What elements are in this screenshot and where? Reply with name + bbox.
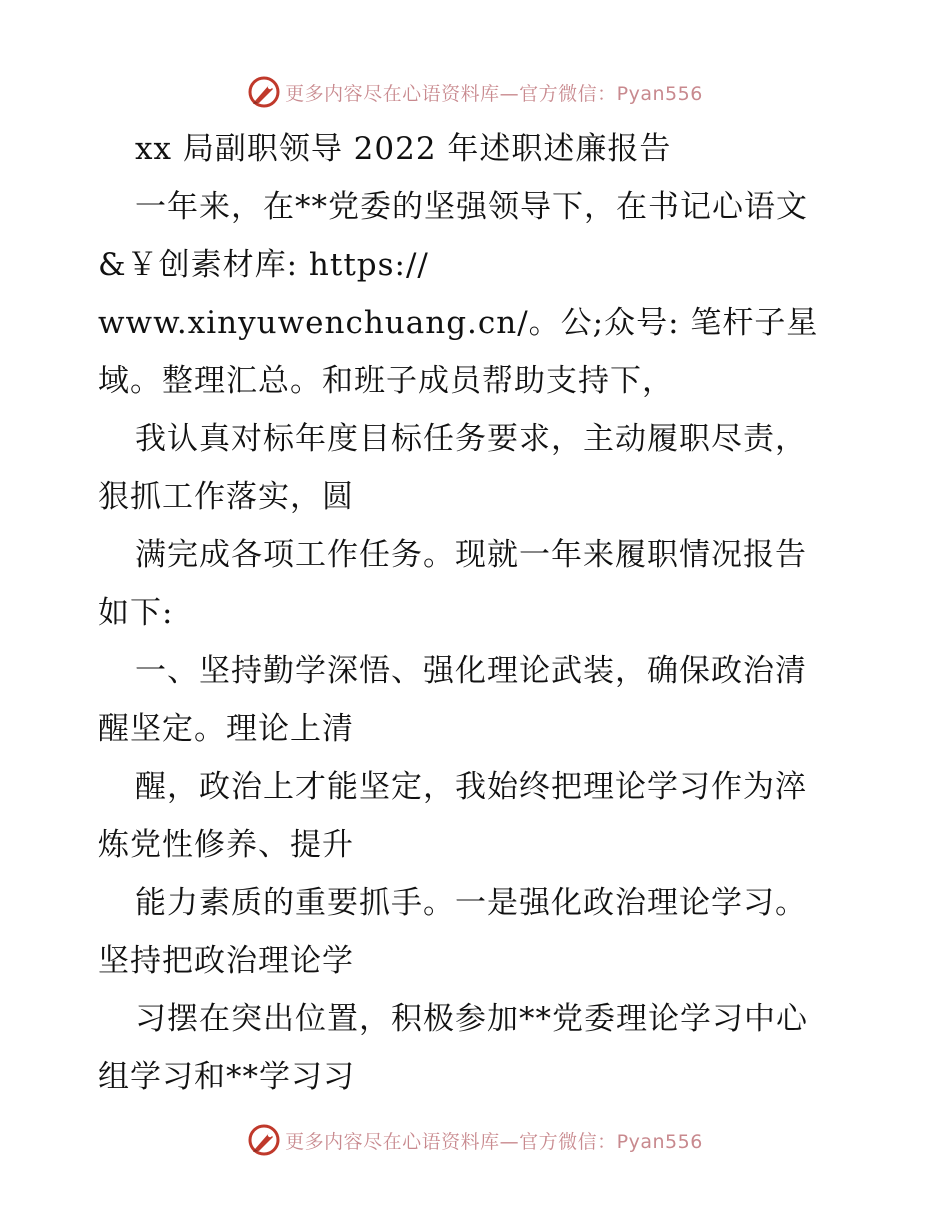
text-line: 炼党性修养、提升 [98, 827, 354, 863]
text-line: www.xinyuwenchuang.cn/。公;众号: 笔杆子星 [98, 305, 819, 341]
text-line: 狠抓工作落实，圆 [98, 479, 354, 515]
footer-watermark [0, 1120, 950, 1160]
watermark-text: 更多内容尽在心语资料库—官方微信：Pyan556 [285, 82, 703, 105]
text-line: 一年来，在**党委的坚强领导下，在书记心语文 [135, 189, 808, 225]
pen-circle-logo-icon [247, 1123, 281, 1157]
text-line: 组学习和**学习习 [98, 1059, 355, 1095]
text-line: 如下: [98, 595, 174, 631]
text-line: 坚持把政治理论学 [98, 943, 354, 979]
text-line: 能力素质的重要抓手。一是强化政治理论学习。 [135, 885, 807, 921]
text-line: &￥创素材库: https:// [98, 247, 429, 283]
text-line: 满完成各项工作任务。现就一年来履职情况报告 [135, 537, 807, 573]
document-title: xx 局副职领导 2022 年述职述廉报告 [135, 131, 672, 167]
text-line: 我认真对标年度目标任务要求，主动履职尽责， [135, 421, 807, 457]
watermark-text: 更多内容尽在心语资料库—官方微信：Pyan556 [285, 1130, 703, 1153]
text-line: 醒坚定。理论上清 [98, 711, 354, 747]
document-body [98, 120, 858, 1106]
text-line: 习摆在突出位置，积极参加**党委理论学习中心 [135, 1001, 808, 1037]
text-line: 域。整理汇总。和班子成员帮助支持下， [98, 363, 674, 399]
section-heading: 一、坚持勤学深悟、强化理论武装，确保政治清 [135, 653, 807, 689]
header-watermark [0, 72, 950, 112]
pen-circle-logo-icon [247, 75, 281, 109]
text-line: 醒，政治上才能坚定，我始终把理论学习作为淬 [135, 769, 807, 805]
